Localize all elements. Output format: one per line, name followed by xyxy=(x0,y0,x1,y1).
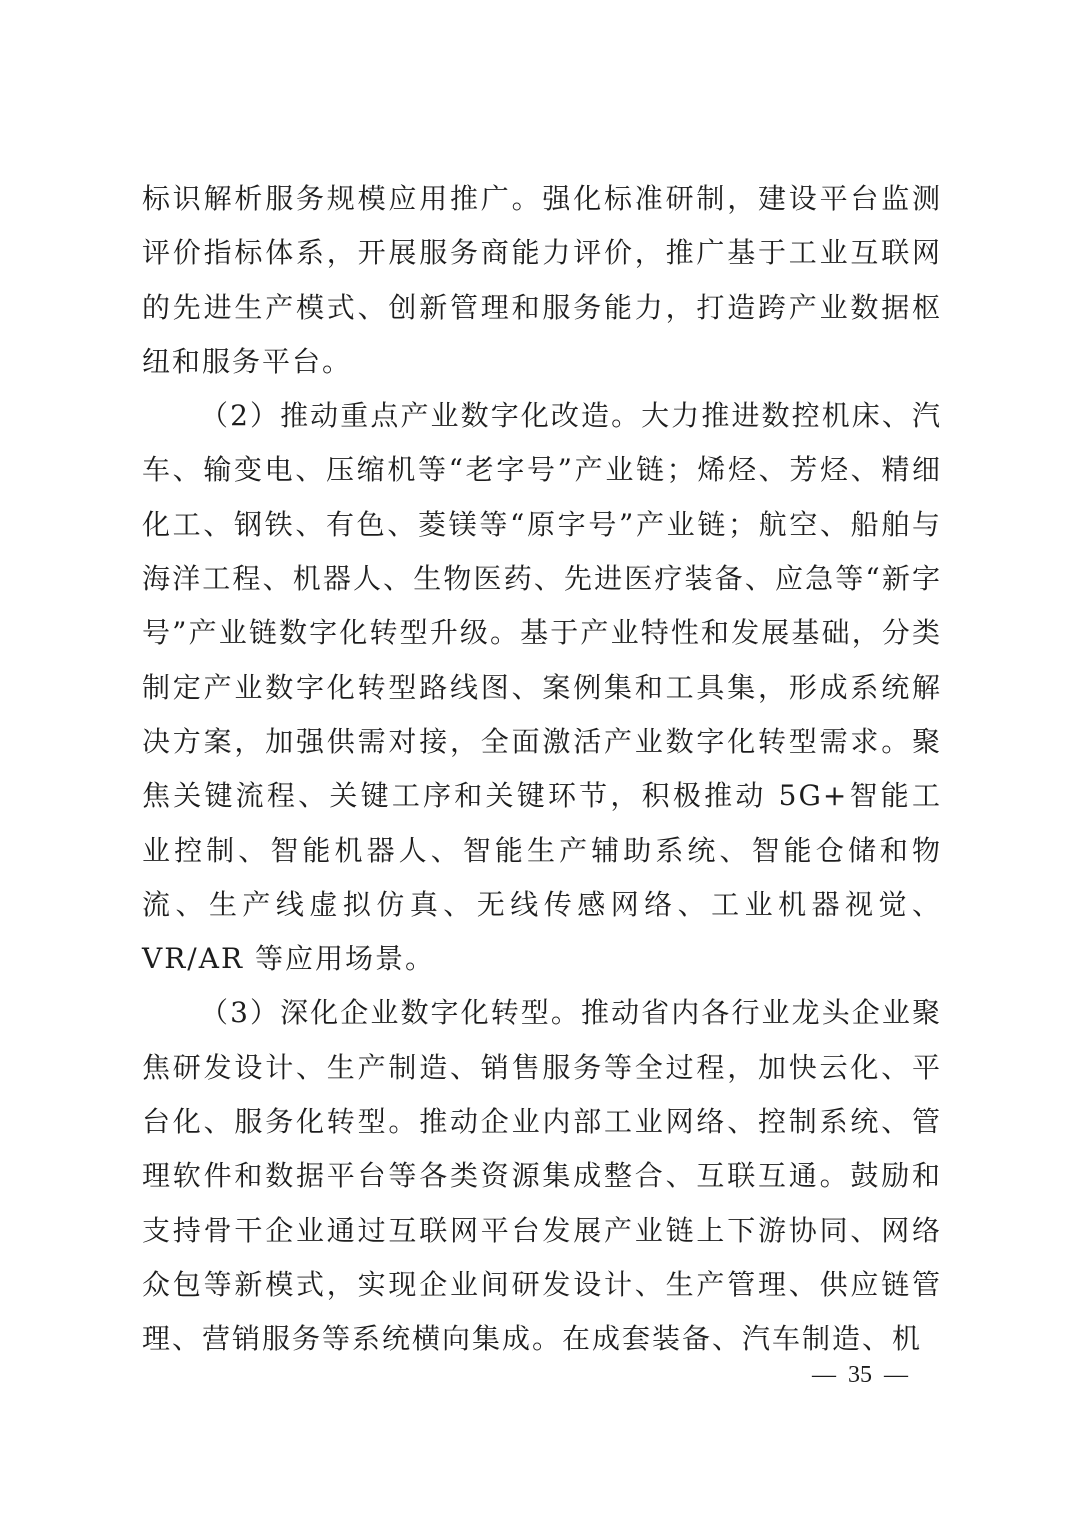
body-text xyxy=(142,172,942,1367)
paragraph-enterprise-digital-transformation: （3）深化企业数字化转型。推动省内各行业龙头企业聚焦研发设计、生产制造、销售服务等全过程，加快云化、平台化、服务化转型。推动企业内部工业网络、控制系统、管理软件和数据平台等各类资源集成整合、互联互通。鼓励和支持骨干企业通过互联网平台发展产业链上下游协同、网络众包等新模式，实现企业间研发设计、生产管理、供应链管理、营销服务等系统横向集成。在成套装备、汽车制造、机 xyxy=(142,996,942,1356)
paragraph-continuation: 标识解析服务规模应用推广。强化标准研制，建设平台监测评价指标体系，开展服务商能力评价，推广基于工业互联网的先进生产模式、创新管理和服务能力，打造跨产业数据枢纽和服务平台。 xyxy=(142,182,942,378)
page-number: — 35 — xyxy=(812,1362,908,1388)
paragraph-industry-digital-transformation: （2）推动重点产业数字化改造。大力推进数控机床、汽车、输变电、压缩机等“老字号”产业链；烯烃、芳烃、精细化工、钢铁、有色、菱镁等“原字号”产业链；航空、船舶与海洋工程、机器人、生物医药、先进医疗装备、应急等“新字号”产业链数字化转型升级。基于产业特性和发展基础，分类制定产业数字化转型路线图、案例集和工具集，形成系统解决方案，加强供需对接，全面激活产业数字化转型需求。聚焦关键流程、关键工序和关键环节，积极推动 5G+智能工业控制、智能机器人、智能生产辅助系统、智能仓储和物流、生产线虚拟仿真、无线传感网络、工业机器视觉、VR/AR 等应用场景。 xyxy=(142,399,942,976)
